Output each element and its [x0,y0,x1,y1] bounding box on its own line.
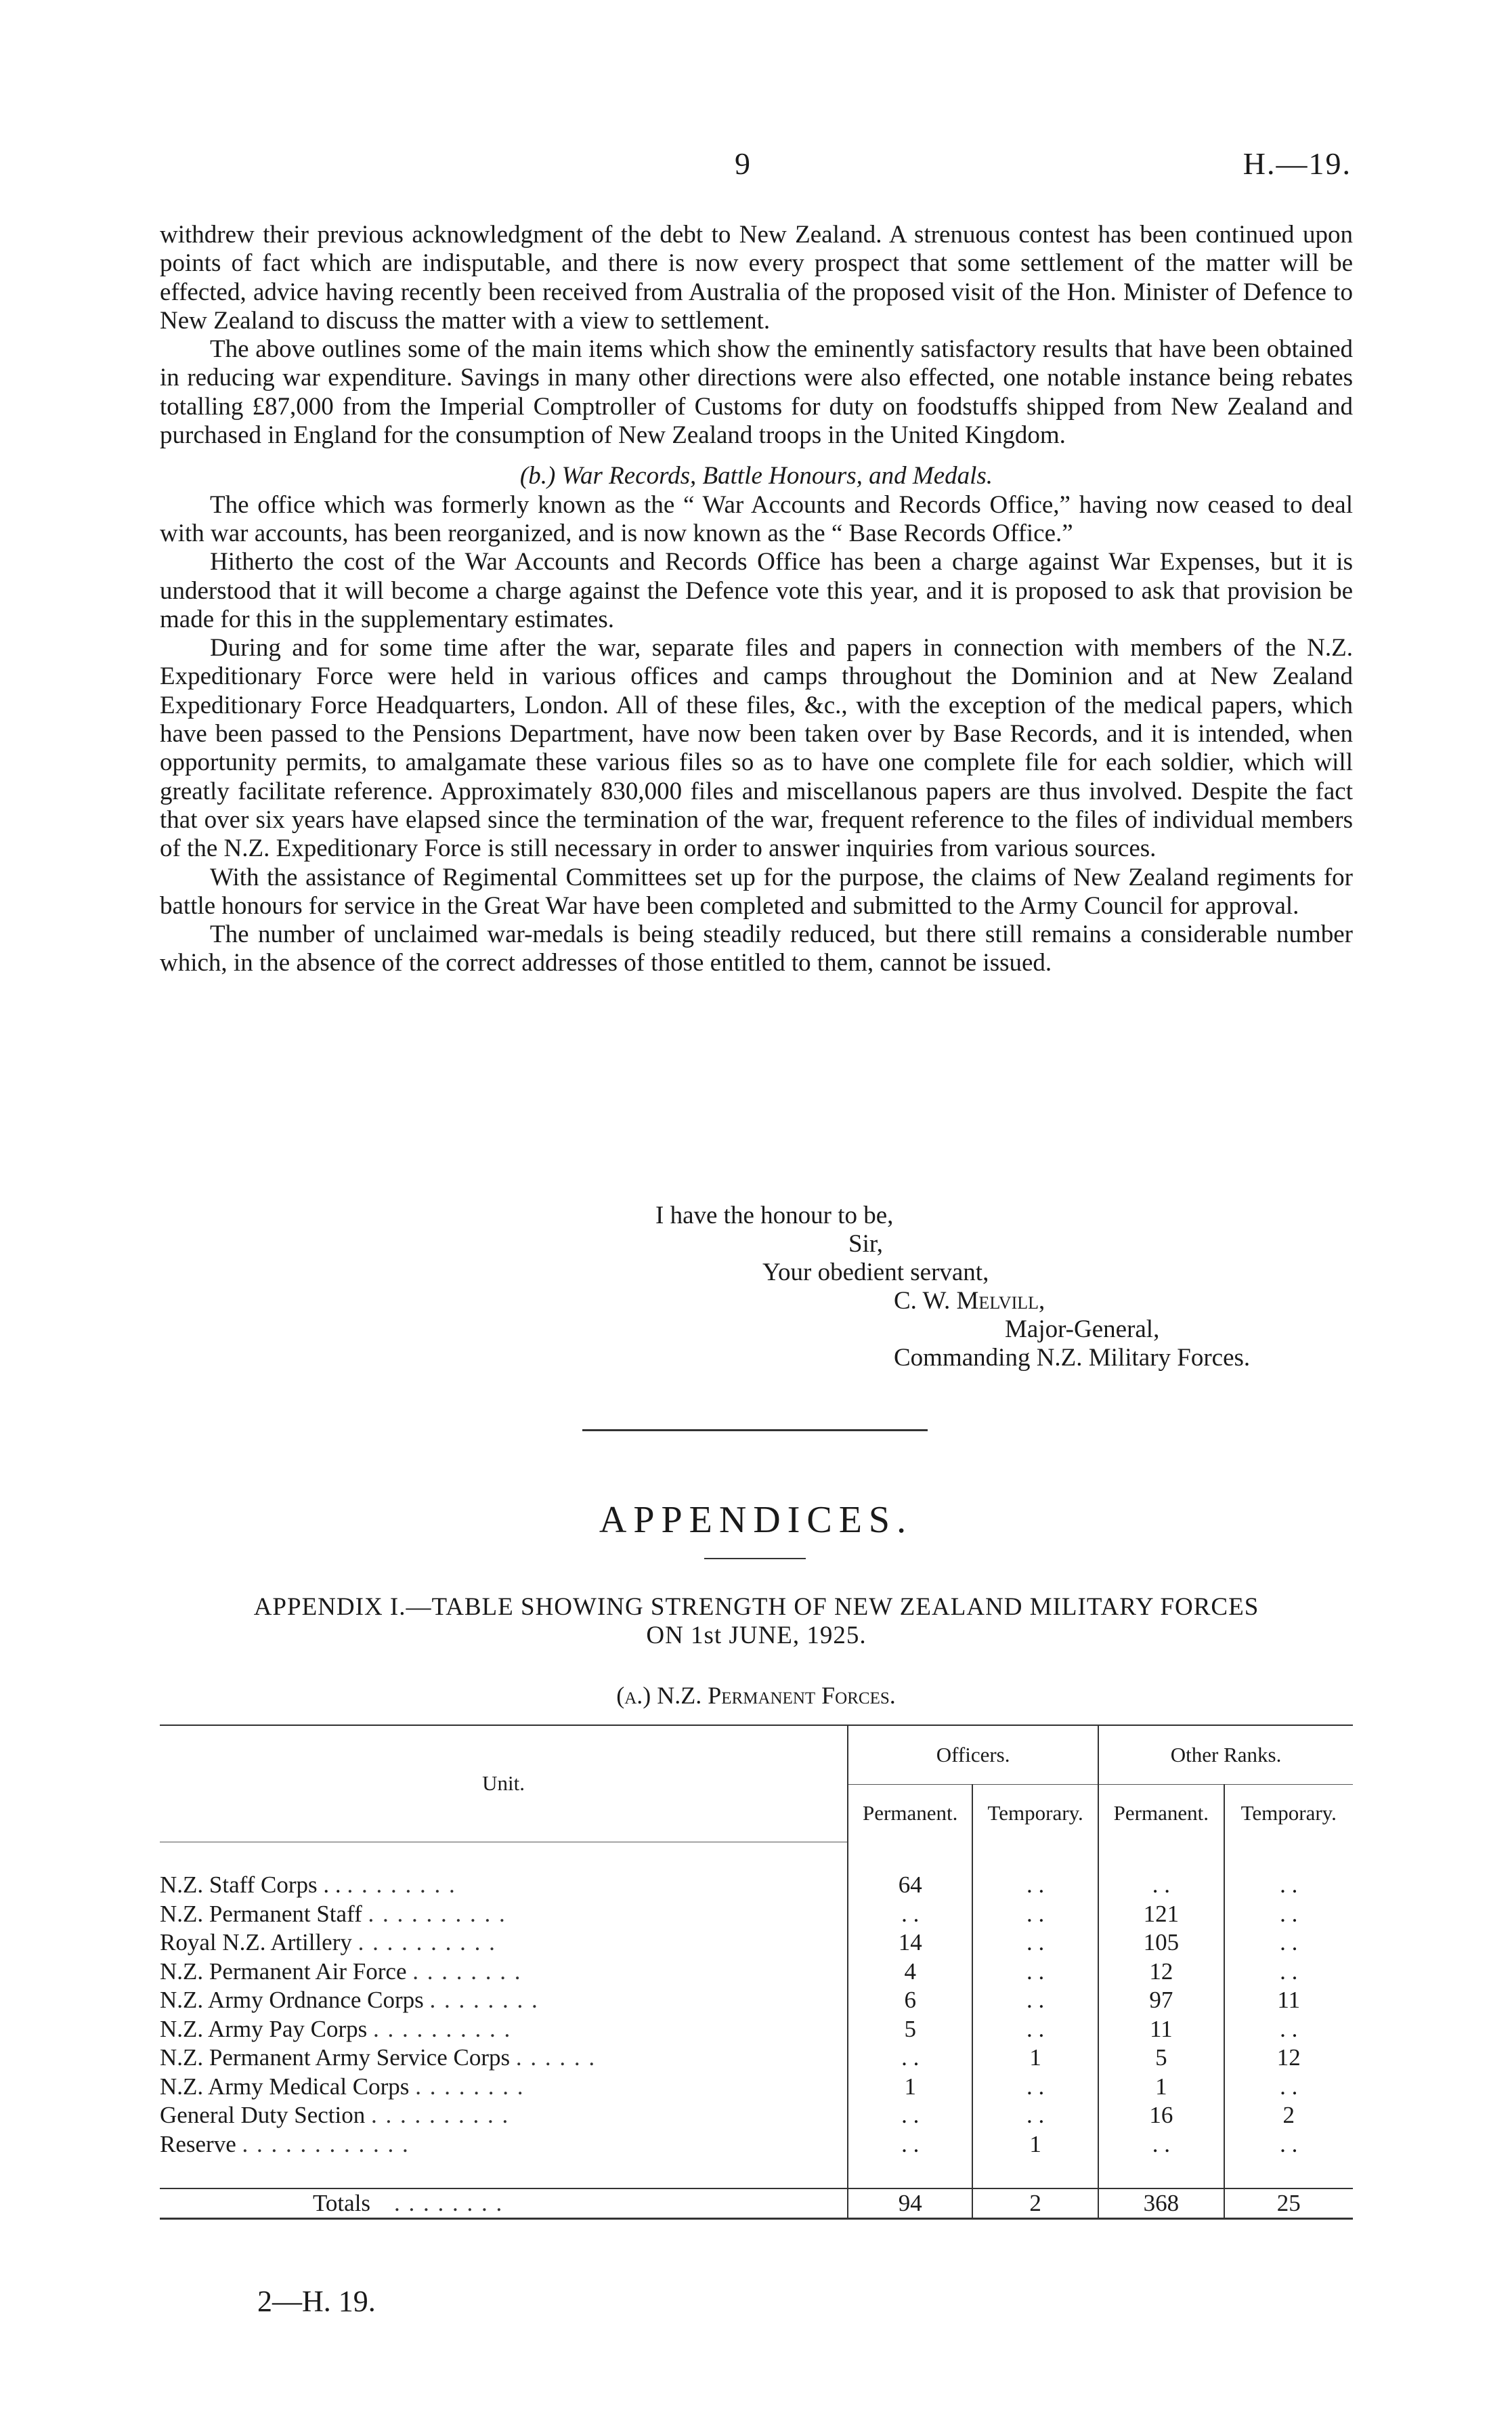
officers-temporary-cell: . . [972,2101,1098,2130]
officers-permanent-header: Permanent. [848,1785,972,1842]
other-ranks-permanent-cell: 11 [1098,2015,1224,2044]
other-ranks-permanent-cell: 1 [1098,2073,1224,2102]
leader-dots: . . . . . . . . [394,2189,504,2216]
leader-dots: . . . . . . . . . . [373,2015,512,2042]
unit-name: N.Z. Permanent Army Service Corps [160,2044,511,2071]
divider [582,1429,928,1431]
paragraph: Hitherto the cost of the War Accounts and Records Office has been a charge against War Expenses, but it is understood that it will become a charge against the Defence vote this year, and it is proposed to ask that provision be made for this in the supplementary estimates. [160,548,1353,633]
leader-dots: . . . . . . . . . . [358,1929,496,1956]
other-ranks-permanent-cell: 97 [1098,1986,1224,2015]
officers-permanent-cell: 6 [848,1986,972,2015]
table-caption: (a.) N.Z. Permanent Forces. [616,1682,896,1709]
signoff-line: I have the honour to be, [655,1202,894,1229]
signoff-line: Sir, [848,1230,883,1258]
officers-temporary-total: 2 [972,2188,1098,2219]
unit-name: N.Z. Army Medical Corps [160,2073,410,2100]
leader-dots: . . . . . . . . . . [371,2102,510,2129]
other-ranks-permanent-cell: 16 [1098,2101,1224,2130]
other-ranks-temporary-cell: 12 [1224,2044,1353,2073]
leader-dots: . . . . . . . . [347,1871,456,1899]
strength-table [160,1726,1353,2220]
unit-name: Royal N.Z. Artillery [160,1929,352,1956]
leader-dots: . . . . . . . . [429,1987,539,2014]
other-ranks-permanent-cell: 121 [1098,1900,1224,1929]
appendix-title-line: APPENDIX I.—TABLE SHOWING STRENGTH OF NEW ZEALAND MILITARY FORCES [253,1593,1259,1621]
officers-permanent-cell: . . [848,2044,972,2073]
signatory-rank: Major-General, [1005,1315,1160,1343]
unit-column-header: Unit. [160,1726,848,1842]
officers-temporary-cell: . . [972,1958,1098,1987]
leader-dots: . . . . . . . . [415,2073,525,2100]
officers-temporary-cell: . . [972,1986,1098,2015]
paragraph: The number of unclaimed war-medals is being steadily reduced, but there still remains a considerable number which, in the absence of the correct addresses of those entitled to them, cannot be issued. [160,921,1353,977]
unit-name: N.Z. Permanent Staff [160,1900,362,1927]
other-ranks-temporary-cell: . . [1224,1958,1353,1987]
table-row [160,2044,1353,2073]
table-row [160,2101,1353,2130]
unit-name: N.Z. Army Pay Corps [160,2015,368,2042]
officers-temporary-cell: . . [972,1871,1098,1900]
other-ranks-permanent-cell: 105 [1098,1928,1224,1958]
leader-dots: . . . . . . . . . . . . [242,2130,410,2157]
paragraph: The office which was formerly known as the “ War Accounts and Records Office,” having now ceased to deal with war accounts, has been reorganized, and is now known as the “ Base Records Office.” [160,490,1353,547]
other-ranks-temporary-cell: . . [1224,1871,1353,1900]
other-ranks-permanent-total: 368 [1098,2188,1224,2219]
officers-temporary-cell: 1 [972,2130,1098,2159]
other-ranks-temporary-total: 25 [1224,2188,1353,2219]
signatory-title: Commanding N.Z. Military Forces. [894,1344,1251,1372]
totals-label: Totals [313,2189,371,2216]
other-ranks-temporary-cell: . . [1224,2015,1353,2044]
officers-permanent-cell: . . [848,2130,972,2159]
officers-temporary-cell: . . [972,1900,1098,1929]
other-ranks-permanent-cell: . . [1098,2130,1224,2159]
officers-temporary-cell: . . [972,1928,1098,1958]
section-subheading: (b.) War Records, Battle Honours, and Medals. [519,462,993,490]
paragraph: withdrew their previous acknowledgment of the debt to New Zealand. A strenuous contest has been continued upon points of fact which are indisputable, and there is now every prospect that some settlement of the matter will be effected, advice having recently been received from Australia of the proposed visit of the Hon. Minister of Defence to New Zealand to discuss the matter with a view to settlement. [160,221,1353,335]
totals-row [160,2188,1353,2219]
other-ranks-permanent-cell: 12 [1098,1958,1224,1987]
other-ranks-permanent-cell: . . [1098,1871,1224,1900]
document-code: H.—19. [1243,146,1352,181]
appendix-title-line: ON 1st JUNE, 1925. [646,1622,867,1649]
paragraph: The above outlines some of the main items which show the eminently satisfactory results that have been obtained in reducing war expenditure. Savings in many other directions were also effected, one notable instance being rebates totalling £87,000 from the Imperial Comptroller of Customs for duty on foodstuffs shipped from New Zealand and purchased in England for the consumption of New Zealand troops in the United Kingdom. [160,335,1353,450]
table-row [160,1871,1353,1900]
footer-code: 2—H. 19. [257,2285,376,2318]
other-ranks-temporary-cell: . . [1224,1900,1353,1929]
table-row [160,2015,1353,2044]
unit-name: Reserve [160,2130,236,2157]
unit-name: N.Z. Army Ordnance Corps [160,1987,424,2014]
table-row [160,1958,1353,1987]
signatory-name: C. W. Melvill, [894,1287,1045,1315]
other-ranks-temporary-cell: 2 [1224,2101,1353,2130]
leader-dots: . . . . . . . . . . [368,1900,506,1927]
other-ranks-temporary-cell: . . [1224,2130,1353,2159]
appendix-title [160,1593,1353,1650]
other-ranks-temporary-cell: . . [1224,2073,1353,2102]
table-row [160,2130,1353,2159]
other-ranks-permanent-cell: 5 [1098,2044,1224,2073]
officers-group-header: Officers. [848,1726,1098,1785]
appendices-heading: APPENDICES. [599,1499,913,1541]
officers-temporary-cell: . . [972,2073,1098,2102]
other-ranks-group-header: Other Ranks. [1098,1726,1353,1785]
officers-temporary-header: Temporary. [972,1785,1098,1842]
officers-permanent-cell: 1 [848,2073,972,2102]
divider [704,1558,806,1559]
unit-name: N.Z. Staff Corps . . [160,1871,341,1899]
unit-name: N.Z. Permanent Air Force [160,1958,407,1985]
officers-permanent-cell: . . [848,1900,972,1929]
officers-permanent-total: 94 [848,2188,972,2219]
table-row [160,1928,1353,1958]
leader-dots: . . . . . . . . [412,1958,522,1985]
other-ranks-permanent-header: Permanent. [1098,1785,1224,1842]
leader-dots: . . . . . . [515,2044,597,2071]
table-row [160,2073,1353,2102]
paragraph: During and for some time after the war, separate files and papers in connection with members of the N.Z. Expeditionary Force were held in various offices and camps throughout the Dominion and at New Zealand Expeditionary Force Headquarters, London. All of these files, &c., with the exception of the medical papers, which have been passed to the Pensions Department, have now been taken over by Base Records, and it is intended, when opportunity permits, to amalgamate these various files so as to have one complete file for each soldier, which will greatly facilitate reference. Approximately 830,000 files and miscellanous papers are thus involved. Despite the fact that over six years have elapsed since the termination of the war, frequent reference to the files of individual members of the N.Z. Expeditionary Force is still necessary in order to answer inquiries from various sources. [160,634,1353,863]
table-row [160,1986,1353,2015]
officers-permanent-cell: 64 [848,1871,972,1900]
table-row [160,1900,1353,1929]
page-number: 9 [735,146,750,181]
officers-temporary-cell: 1 [972,2044,1098,2073]
other-ranks-temporary-header: Temporary. [1224,1785,1353,1842]
unit-name: General Duty Section [160,2102,366,2129]
report-body [160,221,1353,978]
other-ranks-temporary-cell: . . [1224,1928,1353,1958]
paragraph: With the assistance of Regimental Committees set up for the purpose, the claims of New Zealand regiments for battle honours for service in the Great War have been completed and submitted to the Army Council for approval. [160,863,1353,920]
officers-temporary-cell: . . [972,2015,1098,2044]
officers-permanent-cell: 14 [848,1928,972,1958]
officers-permanent-cell: . . [848,2101,972,2130]
officers-permanent-cell: 5 [848,2015,972,2044]
officers-permanent-cell: 4 [848,1958,972,1987]
other-ranks-temporary-cell: 11 [1224,1986,1353,2015]
signoff-line: Your obedient servant, [762,1258,989,1286]
